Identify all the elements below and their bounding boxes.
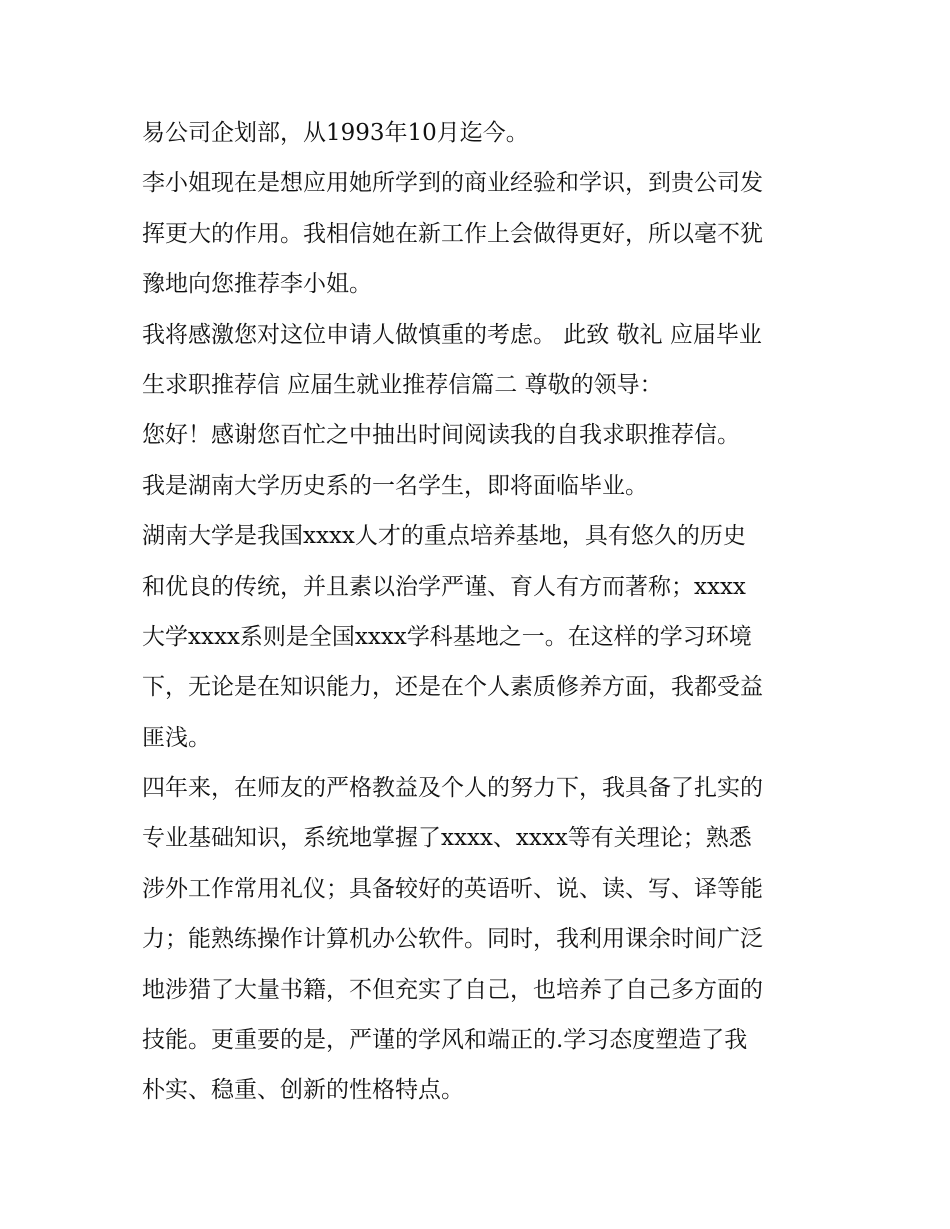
text-line: 四年来，在师友的严格教益及个人的努力下，我具备了扎实的	[142, 775, 763, 802]
text-line: 涉外工作常用礼仪；具备较好的英语听、说、读、写、译等能	[142, 875, 763, 902]
text-line: 技能。更重要的是，严谨的学风和端正的.学习态度塑造了我	[142, 1027, 748, 1054]
text-line: 我将感激您对这位申请人做慎重的考虑。 此致 敬礼 应届毕业	[142, 321, 762, 348]
letter-body	[142, 108, 832, 1116]
text-line: 豫地向您推荐李小姐。	[142, 271, 372, 298]
text-line: 您好！感谢您百忙之中抽出时间阅读我的自我求职推荐信。	[142, 422, 740, 449]
text-line: 生求职推荐信 应届生就业推荐信篇二 尊敬的领导：	[142, 371, 663, 398]
text-line: 湖南大学是我国xxxx人才的重点培养基地，具有悠久的历史	[142, 523, 746, 550]
text-line: 和优良的传统，并且素以治学严谨、育人有方而著称；xxxx	[142, 573, 746, 600]
text-line: 我是湖南大学历史系的一名学生，即将面临毕业。	[142, 472, 648, 499]
text-line: 李小姐现在是想应用她所学到的商业经验和学识，到贵公司发	[142, 170, 763, 197]
text-line: 专业基础知识，系统地掌握了xxxx、xxxx等有关理论；熟悉	[142, 825, 752, 852]
text-line: 下，无论是在知识能力，还是在个人素质修养方面，我都受益	[142, 674, 763, 701]
text-line: 易公司企划部，从1993年10月迄今。	[142, 120, 529, 146]
text-line: 地涉猎了大量书籍，不但充实了自己，也培养了自己多方面的	[142, 976, 763, 1003]
text-line: 力；能熟练操作计算机办公软件。同时，我利用课余时间广泛	[142, 926, 763, 953]
text-line: 挥更大的作用。我相信她在新工作上会做得更好，所以毫不犹	[142, 220, 763, 247]
text-line: 朴实、稳重、创新的性格特点。	[142, 1077, 464, 1104]
text-line: 匪浅。	[142, 724, 211, 751]
text-line: 大学xxxx系则是全国xxxx学科基地之一。在这样的学习环境	[142, 623, 752, 650]
